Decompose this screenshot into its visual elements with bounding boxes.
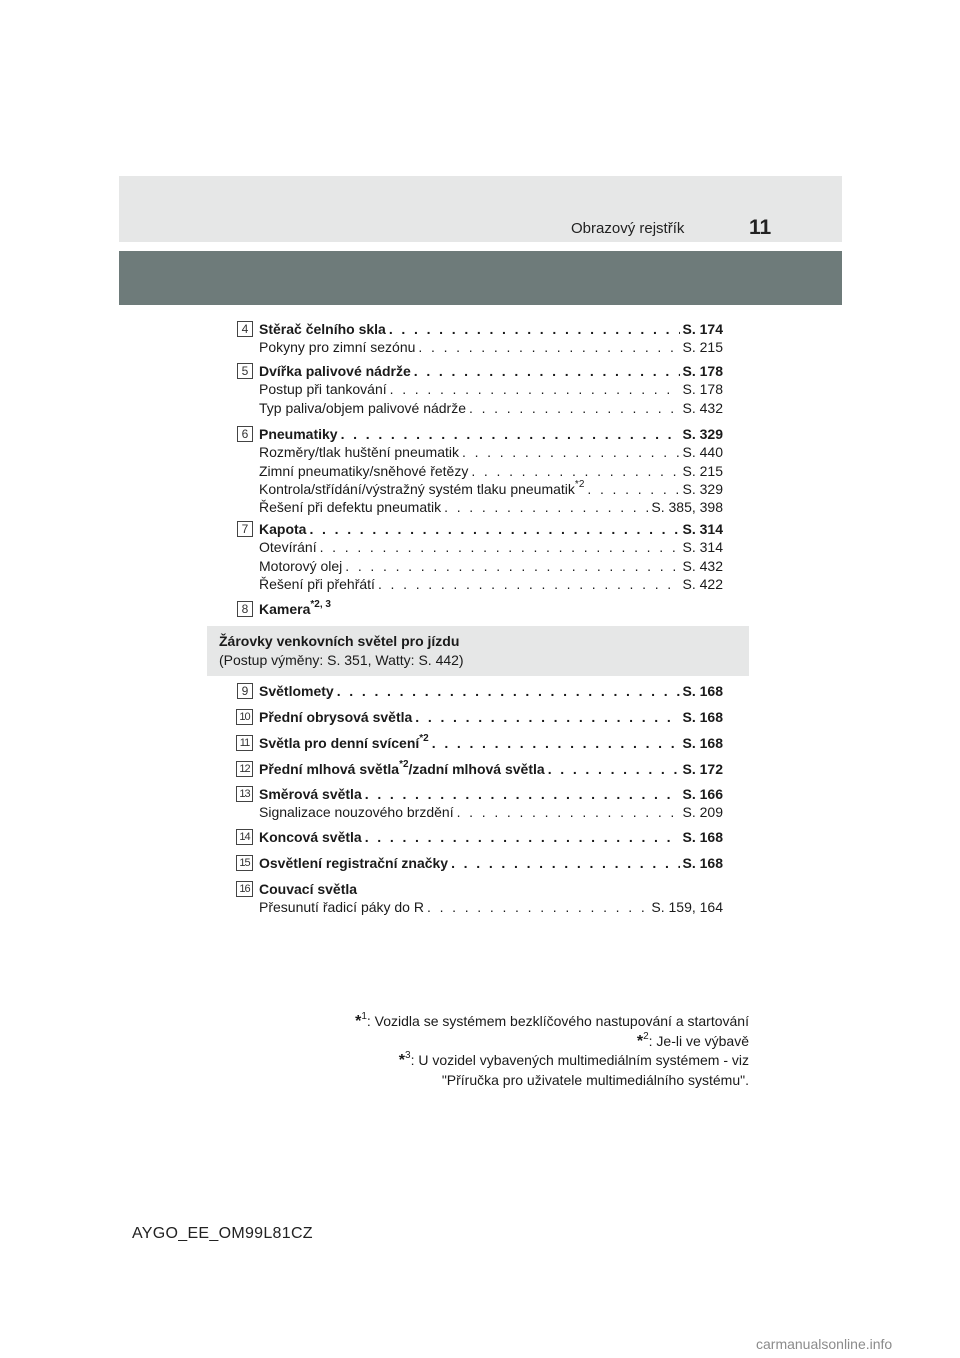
section-subtitle: (Postup výměny: S. 351, Watty: S. 442) <box>219 652 464 668</box>
entry-title: Osvětlení registrační značky <box>259 855 449 871</box>
entry-subtitle: Typ paliva/objem palivové nádrže <box>259 399 467 416</box>
footnote-ref: *2 <box>574 479 585 491</box>
entry-subtitle: Rozměry/tlak huštění pneumatik <box>259 444 459 461</box>
entry-title: Couvací světla <box>259 881 358 897</box>
footnote-text: : Je-li ve výbavě <box>648 1032 749 1049</box>
leader-dots <box>432 734 680 752</box>
entry-subtitle: Kontrola/střídání/výstražný systém tlaku pneumatik$^{*2}$ <box>259 479 585 497</box>
entry-sub-row <box>259 557 723 575</box>
entry-title: Stěrač čelního skla <box>259 321 386 337</box>
page-reference[interactable]: S. 159, 164 <box>651 899 723 916</box>
footnote <box>355 1012 749 1032</box>
leader-dots <box>418 338 679 356</box>
page-reference[interactable]: S. 215 <box>682 339 723 356</box>
callout-number-badge: 13 <box>236 786 253 802</box>
entry-sub-row <box>259 803 723 821</box>
header-image-bar <box>119 251 842 305</box>
footnote-number: 3 <box>405 1050 411 1062</box>
page-reference[interactable]: S. 209 <box>682 804 723 821</box>
page-reference[interactable]: S. 168 <box>682 735 723 751</box>
leader-dots <box>341 425 680 443</box>
leader-dots <box>337 682 680 700</box>
entry-title: Koncová světla <box>259 829 362 845</box>
page-reference[interactable]: S. 168 <box>682 709 723 725</box>
page-title: Obrazový rejstřík <box>571 220 685 237</box>
entry-sub-row <box>259 538 723 556</box>
callout-number-badge: 5 <box>237 363 253 379</box>
index-entry <box>239 880 723 917</box>
entry-title: Pneumatiky <box>259 426 338 442</box>
page-reference[interactable]: S. 174 <box>682 321 723 337</box>
entry-title: Kamera$^{*2, 3}$ <box>259 599 331 617</box>
callout-number-badge: 6 <box>237 426 253 442</box>
entry-subtitle: Otevírání <box>259 539 317 556</box>
footnote-ref: *2, 3 <box>310 599 331 611</box>
footnote-number: 2 <box>643 1030 649 1042</box>
entry-title-row <box>259 734 723 752</box>
index-entry <box>241 320 723 357</box>
entry-subtitle: Řešení při defektu pneumatik <box>259 499 442 516</box>
leader-dots <box>389 320 680 338</box>
header-band <box>119 176 842 242</box>
leader-dots <box>457 803 680 821</box>
document-code: AYGO_EE_OM99L81CZ <box>132 1225 313 1242</box>
callout-number-badge: 14 <box>236 829 253 845</box>
page-reference[interactable]: S. 168 <box>682 829 723 845</box>
page-reference[interactable]: S. 168 <box>682 683 723 699</box>
entry-subtitle: Signalizace nouzového brzdění <box>259 804 454 821</box>
index-entry <box>241 362 723 417</box>
entry-sub-row <box>259 399 723 417</box>
entry-title-row <box>259 320 723 338</box>
entry-title: Přední mlhová světla$^{*2}$/zadní mlhová světla <box>259 759 545 777</box>
entry-title: Světlomety <box>259 683 334 699</box>
footnote-asterisk: * <box>398 1052 405 1069</box>
footnote-text: : Vozidla se systémem bezklíčového nastupování a startování <box>366 1013 749 1029</box>
entry-subtitle: Zimní pneumatiky/sněhové řetězy <box>259 462 469 479</box>
leader-dots <box>345 557 679 575</box>
index-entry <box>239 854 723 872</box>
entry-title-row <box>259 600 723 618</box>
index-entry <box>239 828 723 846</box>
entry-subtitle: Motorový olej <box>259 557 343 574</box>
page-reference[interactable]: S. 314 <box>682 539 723 556</box>
page-reference[interactable]: S. 440 <box>682 444 723 461</box>
entry-sub-row <box>259 380 723 398</box>
index-entry <box>241 682 723 700</box>
page-reference[interactable]: S. 422 <box>682 575 723 592</box>
entry-sub-row <box>259 443 723 461</box>
entry-title: Směrová světla <box>259 786 362 802</box>
page-reference[interactable]: S. 314 <box>682 521 723 537</box>
page-reference[interactable]: S. 166 <box>682 786 723 802</box>
entry-title-row <box>259 520 723 538</box>
footnote-asterisk: * <box>636 1032 644 1050</box>
entry-sub-row <box>259 462 723 480</box>
entry-title-row <box>259 760 723 778</box>
leader-dots <box>390 380 680 398</box>
section-title: Žárovky venkovních světel pro jízdu <box>219 633 460 649</box>
index-entry <box>239 759 723 778</box>
index-entry <box>241 520 723 593</box>
leader-dots <box>365 785 680 803</box>
page-reference[interactable]: S. 432 <box>682 399 723 416</box>
callout-number-badge: 11 <box>236 735 253 751</box>
footnote <box>355 1032 749 1052</box>
leader-dots <box>320 538 680 556</box>
page-number: 11 <box>749 216 772 239</box>
leader-dots <box>365 828 680 846</box>
page-reference[interactable]: S. 385, 398 <box>651 499 723 516</box>
footnote-ref: *2 <box>419 733 429 745</box>
callout-number-badge: 7 <box>237 521 253 537</box>
footnote <box>355 1071 749 1090</box>
leader-dots <box>444 498 648 516</box>
page-reference[interactable]: S. 178 <box>682 381 723 398</box>
callout-number-badge: 10 <box>236 709 253 725</box>
page-reference[interactable]: S. 215 <box>682 462 723 479</box>
entry-title-row <box>259 828 723 846</box>
entry-subtitle: Postup při tankování <box>259 381 387 398</box>
page-reference[interactable]: S. 178 <box>682 363 723 379</box>
page-reference[interactable]: S. 329 <box>682 426 723 442</box>
leader-dots <box>415 708 679 726</box>
entry-title-row <box>259 785 723 803</box>
entry-title: Světla pro denní svícení$^{*2}$ <box>259 733 429 751</box>
page-reference[interactable]: S. 432 <box>682 557 723 574</box>
footnote-text: "Příručka pro uživatele multimediálního systému". <box>441 1071 749 1088</box>
entry-title-continued: /zadní mlhová světla <box>408 761 545 777</box>
leader-dots <box>462 443 680 461</box>
leader-dots <box>587 480 679 498</box>
callout-number-badge: 4 <box>237 321 253 337</box>
callout-number-badge: 16 <box>236 881 253 897</box>
callout-number-badge: 8 <box>237 601 253 617</box>
footnote-asterisk: * <box>355 1013 362 1030</box>
callout-number-badge: 12 <box>236 761 253 777</box>
entry-title: Kapota <box>259 521 307 537</box>
entry-title-row <box>259 708 723 726</box>
footnote-number: 1 <box>361 1011 367 1023</box>
entry-subtitle: Řešení při přehřátí <box>259 575 375 592</box>
entry-title-row <box>259 854 723 872</box>
leader-dots <box>414 362 680 380</box>
leader-dots <box>309 520 679 538</box>
index-entry <box>239 708 723 726</box>
leader-dots <box>427 898 648 916</box>
entry-sub-row <box>259 575 723 593</box>
entry-title: Přední obrysová světla <box>259 709 413 725</box>
footnotes <box>355 1012 749 1089</box>
leader-dots <box>378 575 680 593</box>
page-reference[interactable]: S. 329 <box>682 480 723 497</box>
entry-title-row <box>259 425 723 443</box>
entry-sub-row <box>259 480 723 498</box>
entry-sub-row <box>259 338 723 356</box>
entry-subtitle: Přesunutí řadicí páky do R <box>259 899 424 916</box>
watermark[interactable]: carmanualsonline.info <box>756 1336 893 1352</box>
index-entry <box>241 425 723 516</box>
entry-title-row <box>259 682 723 700</box>
entry-title-row <box>259 362 723 380</box>
entry-sub-row <box>259 898 723 916</box>
callout-number-badge: 9 <box>237 683 253 699</box>
entry-sub-row <box>259 498 723 516</box>
entry-title-row <box>259 880 723 898</box>
footnote-ref: *2 <box>399 759 409 771</box>
leader-dots <box>469 399 680 417</box>
entry-title: Dvířka palivové nádrže <box>259 363 411 379</box>
footnote <box>355 1051 749 1071</box>
footnote-text: : U vozidel vybavených multimediálním systémem - viz <box>410 1052 749 1068</box>
index-entry <box>241 599 723 618</box>
callout-number-badge: 15 <box>236 855 253 871</box>
leader-dots <box>451 854 679 872</box>
page-reference[interactable]: S. 168 <box>682 855 723 871</box>
index-entry <box>239 733 723 752</box>
leader-dots <box>548 760 680 778</box>
entry-subtitle: Pokyny pro zimní sezónu <box>259 339 416 356</box>
page-reference[interactable]: S. 172 <box>682 761 723 777</box>
index-entry <box>239 785 723 822</box>
leader-dots <box>471 462 679 480</box>
